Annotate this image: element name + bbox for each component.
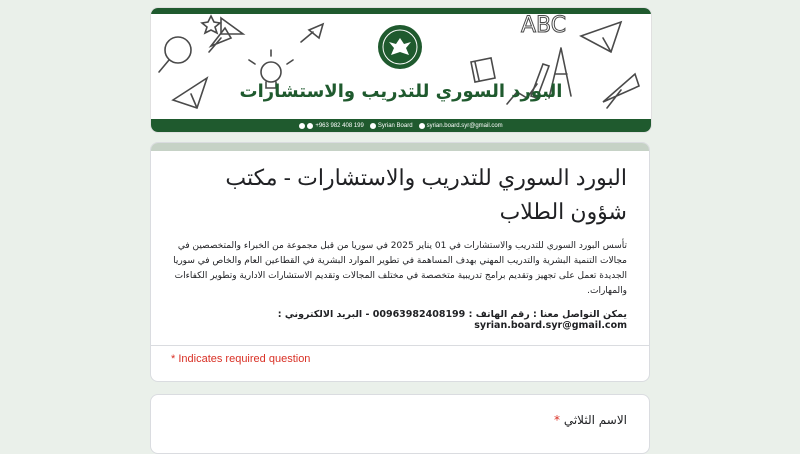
- banner-title: البورد السوري للتدريب والاستشارات: [239, 81, 563, 102]
- ruler-icon: [221, 18, 243, 34]
- phone-icon: [299, 123, 305, 129]
- whatsapp-icon: [307, 123, 313, 129]
- email-text: syrian.board.syr@gmail.com: [426, 122, 503, 129]
- header-banner: [150, 7, 652, 133]
- form-header-card: [150, 142, 650, 382]
- facebook-icon: [370, 123, 376, 129]
- rocket-icon: [209, 28, 231, 52]
- contact-line: يمكن التواصل معنا : رقم الهاتف : 00963982408199 - البريد الالكتروني : syrian.board.syr@gmail.com: [277, 309, 627, 331]
- airplane-icon: [301, 24, 323, 42]
- svg-text:ABC: ABC: [521, 13, 567, 38]
- logo-emblem: [377, 24, 423, 70]
- phone-contact: [299, 123, 364, 129]
- form-title: البورد السوري للتدريب والاستشارات - مكتب شؤون الطلاب: [225, 165, 627, 224]
- facebook-text: Syrian Board: [377, 122, 413, 129]
- question-label: [151, 395, 649, 427]
- book-icon: [471, 58, 495, 82]
- abc-icon: [521, 13, 566, 38]
- banner-contact-bar: [151, 119, 651, 132]
- phone-text: +963 982 408 199: [315, 122, 364, 129]
- card-accent-stripe: [151, 143, 649, 151]
- question-text: الاسم الثلاثي: [563, 413, 627, 427]
- question-card[interactable]: [150, 394, 650, 454]
- magnifier-icon: [159, 37, 191, 72]
- facebook-contact: [370, 123, 413, 129]
- star-icon: [202, 16, 220, 33]
- form-description: تأسس البورد السوري للتدريب والاستشارات في 01 يناير 2025 في سوريا من قبل مجموعة من الخبراء والمتخصصين في مجالات التنمية البشرية والتدريب المهني بهدف المساهمة في تطوير الموارد البشرية في القطاعين العام والخاص في سوريا الجديدة تعمل على تجهيز وتقديم برامج تدريبية متخصصة في مختلف المجالات وتقديم الاستشارات الادارية وتطوير الكفاءات والمهارات.: [173, 241, 627, 296]
- required-note: * Indicates required question: [171, 353, 311, 365]
- paper-plane-right-icon: [581, 22, 621, 52]
- required-star: *: [554, 413, 561, 427]
- email-icon: [419, 123, 425, 129]
- email-contact: [419, 123, 503, 129]
